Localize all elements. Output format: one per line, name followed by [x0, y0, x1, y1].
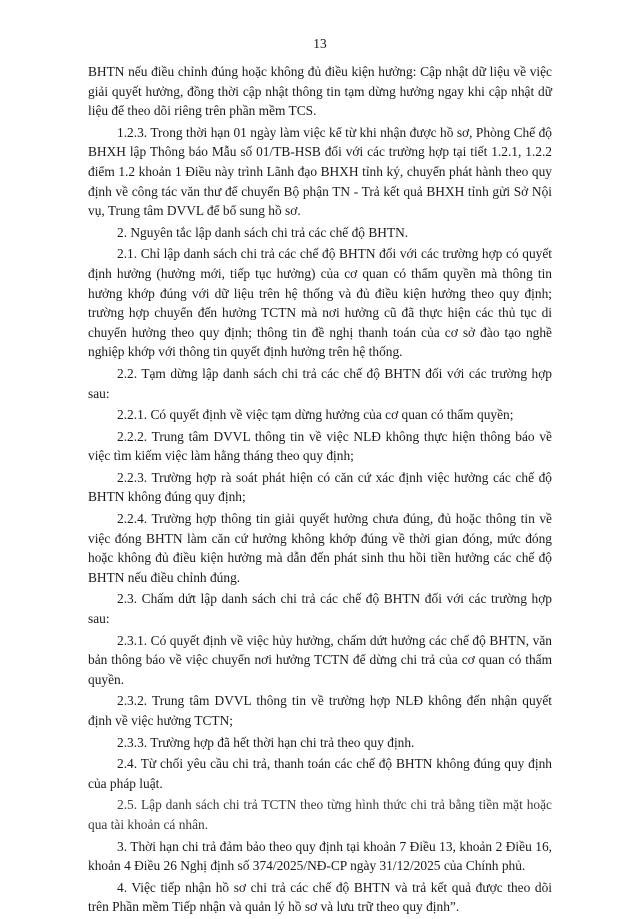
paragraph-section-3: 3. Thời hạn chi trả đảm bảo theo quy định tại khoản 7 Điều 13, khoản 2 Điều 16, khoản 4 Điều 26 Nghị định số 374/2025/NĐ-CP ngày 31/12/2025 của Chính phủ.	[88, 838, 552, 874]
paragraph-2-3-2: 2.3.2. Trung tâm DVVL thông tin về trường hợp NLĐ không đến nhận quyết định về việc hưởng TCTN;	[88, 693, 552, 728]
paragraph-2-2-3: 2.2.3. Trường hợp rà soát phát hiện có căn cứ xác định việc hưởng các chế độ BHTN không đúng quy định;	[88, 469, 552, 505]
paragraph-2-3-3: 2.3.3. Trường hợp đã hết thời hạn chi trả theo quy định.	[117, 734, 415, 750]
paragraph-2-3: 2.3. Chấm dứt lập danh sách chi trả các chế độ BHTN đối với các trường hợp sau:	[88, 591, 552, 627]
paragraph-section-4: 4. Việc tiếp nhận hồ sơ chi trả các chế độ BHTN và trả kết quả được theo dõi trên Phần mềm Tiếp nhận và quản lý hồ sơ và lưu trữ theo quy định”.	[88, 879, 552, 915]
paragraph-2-5: 2.5. Lập danh sách chi trả TCTN theo từng hình thức chi trả bằng tiền mặt hoặc qua tài khoản cá nhân.	[88, 797, 552, 832]
paragraph-1-2-3: 1.2.3. Trong thời hạn 01 ngày làm việc kể từ khi nhận được hồ sơ, Phòng Chế độ BHXH lập Thông báo Mẫu số 01/TB-HSB đối với các trường hợp tại tiết 1.2.1, 1.2.2 điểm 1.2 khoản 1 Điều này trình Lãnh đạo BHXH tỉnh ký, chuyển phát hành theo quy định về công tác văn thư để chuyển Bộ phận TN - Trả kết quả BHXH tỉnh gửi Sở Nội vụ, Trung tâm DVVL để bổ sung hồ sơ.	[88, 124, 552, 219]
paragraph-2-2: 2.2. Tạm dừng lập danh sách chi trả các chế độ BHTN đối với các trường hợp sau:	[88, 365, 552, 401]
paragraph-section-2: 2. Nguyên tắc lập danh sách chi trả các chế độ BHTN.	[117, 224, 409, 240]
paragraph-2-4: 2.4. Từ chối yêu cầu chi trả, thanh toán các chế độ BHTN không đúng quy định của pháp luật.	[88, 756, 552, 791]
paragraph-2-2-1: 2.2.1. Có quyết định về việc tạm dừng hưởng của cơ quan có thẩm quyền;	[117, 407, 514, 423]
paragraph-continuation: BHTN nếu điều chỉnh đúng hoặc không đủ điều kiện hưởng: Cập nhật dữ liệu về việc giải quyết hưởng, đồng thời cập nhật thông tin tạm dừng hưởng ngay khi cập nhật dữ liệu để theo dõi riêng trên phần mềm TCS.	[88, 64, 552, 119]
paragraph-2-2-4: 2.2.4. Trường hợp thông tin giải quyết hưởng chưa đúng, đủ hoặc thông tin về việc đóng BHTN làm căn cứ hưởng không khớp đúng về thời gian đóng, mức đóng hoặc không đủ điều kiện hưởng mà dẫn đến phát sinh thu hồi tiền hưởng các chế độ BHTN nếu điều chỉnh đúng.	[88, 511, 552, 585]
paragraph-2-2-2: 2.2.2. Trung tâm DVVL thông tin về việc NLĐ không thực hiện thông báo về việc tìm kiếm việc làm hằng tháng theo quy định;	[88, 428, 552, 464]
page-number: 13	[313, 36, 327, 51]
paragraph-2-3-1: 2.3.1. Có quyết định về việc hủy hưởng, chấm dứt hưởng các chế độ BHTN, văn bản thông báo về việc chuyển nơi hưởng TCTN để dừng chi trả của cơ quan có thẩm quyền.	[88, 632, 552, 687]
paragraph-2-1: 2.1. Chỉ lập danh sách chi trả các chế độ BHTN đối với các trường hợp có quyết định hưởng (hưởng mới, tiếp tục hưởng) của cơ quan có thẩm quyền mà thông tin hưởng khớp đúng với dữ liệu trên hệ thống và đủ điều kiện hưởng theo quy định; trường hợp chuyển đến hưởng TCTN mà nơi hưởng cũ đã thực hiện các thủ tục di chuyển hưởng theo quy định; thông tin đề nghị thanh toán của cơ sở đào tạo nghề nghiệp khớp với thông tin quyết định hưởng trên hệ thống.	[88, 246, 552, 360]
document-body	[88, 62, 552, 919]
